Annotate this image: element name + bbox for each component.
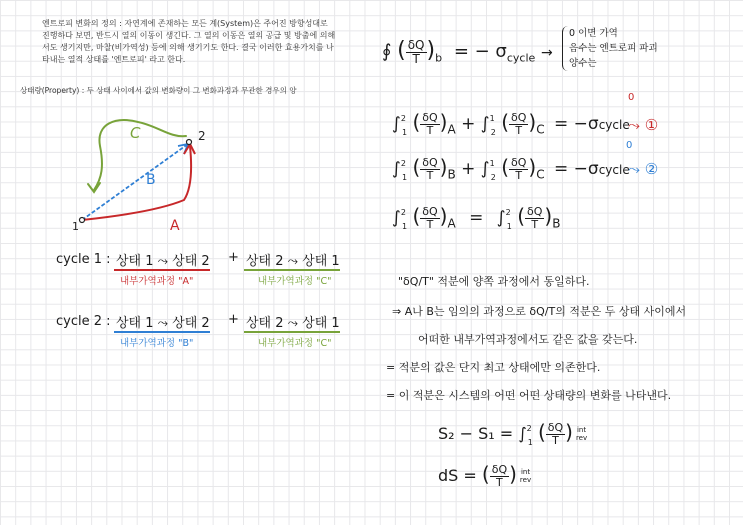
note-4: = 적분의 값은 단지 최고 상태에만 의존한다. [386, 361, 601, 374]
eq5-fraction [490, 464, 509, 488]
eq1-lim2-bot: 2 [490, 128, 496, 137]
eq4-integral: ∫ [518, 424, 527, 443]
cycle1-sub2: 내부가역과정 "C" [258, 276, 332, 287]
eq1-zero-mark: 0 [628, 92, 635, 103]
eq1-marker-circle-1: ① [644, 116, 659, 134]
eq1-den-1: T [426, 123, 434, 137]
eq0-fraction [406, 39, 427, 65]
eq3-integral-2: ∫ [496, 208, 506, 228]
cycle1-underline-c [244, 269, 340, 271]
eq2-marker [628, 160, 658, 178]
eq0-num: δQ [407, 37, 425, 52]
note-5: = 이 적분은 시스템의 어떤 어떤 상태량의 변화를 나타낸다. [386, 389, 672, 402]
cycle2-part1: 상태 1 ⤳ 상태 2 [116, 316, 210, 331]
eq2-num-2: δQ [511, 155, 527, 169]
eq2-sub-2: C [536, 167, 545, 182]
eq4-fraction [546, 422, 565, 446]
eq4-num: δQ [547, 421, 564, 435]
entropy-definition [42, 18, 342, 66]
eq1-num-1: δQ [422, 110, 438, 124]
definition-line-3: 서도 생기지만, 마찰(비가역성) 등에 의해 생기기도 한다. 결국 이러한 효용가치를 나 [42, 43, 334, 52]
eq0-integral-sign: ∮ [382, 41, 392, 62]
eq1-wave-icon: ⤳ [628, 116, 641, 134]
eq2-sub-1: B [447, 167, 456, 182]
eq2-num-1: δQ [422, 155, 438, 169]
cycle2-sub1: 내부가역과정 "B" [120, 338, 194, 349]
eq1-lim2-top: 1 [489, 114, 495, 123]
state-point-1 [80, 218, 85, 223]
eq1-sub-1: A [447, 122, 456, 137]
eq1: ∫$^2_1$ ( $\frac{\delta Q}{T}$ )$_A + \int^1_2$ ( $\frac{\delta Q}{T}$ )$_C$ = −σcycle [392, 110, 630, 137]
eq1-lim1-bot: 1 [401, 128, 408, 137]
cycle1-sub1: 내부가역과정 "A" [120, 276, 194, 287]
eq5-den: T [496, 476, 503, 489]
eq3-equals: = [469, 208, 484, 228]
cycle2-plus: + [228, 312, 239, 327]
state-point-2 [187, 140, 192, 145]
eq3-fraction-1 [420, 206, 439, 230]
definition-line-2: 진행하다 보면, 반드시 열의 이동이 생긴다. 그 열의 이동은 열의 공급 및 방출에 의해 [42, 31, 336, 40]
eq5-sup-sub [518, 469, 533, 484]
eq1-plus: + [461, 114, 476, 134]
eq5-sup: int [520, 468, 531, 477]
eq3: ∫$^2_1$ ( $\frac{\delta Q}{T}$ )$_A = \int^2_1$ ( $\frac{\delta Q}{T}$ )$_B$ [392, 204, 561, 231]
eq1-lim1-top: 2 [400, 114, 406, 123]
process-diagram [60, 108, 230, 238]
eq3-lim2-top: 2 [505, 208, 511, 217]
eq3-den-1: T [426, 217, 434, 231]
eq2-marker-circle-2: ② [644, 160, 659, 178]
eq2-fraction-2 [509, 157, 528, 181]
eq2-lim1-top: 2 [400, 159, 406, 168]
eq3-fraction-2 [525, 206, 544, 230]
eq2-lim2-bot: 2 [490, 173, 496, 182]
eq2-rhs-sub: cycle [598, 163, 630, 177]
eq2-plus: + [461, 159, 476, 179]
eq2-integral-2: ∫ [480, 159, 490, 179]
cycle1-plus: + [228, 250, 239, 265]
eq3-integral-1: ∫ [392, 208, 401, 228]
eq0-note-2: 음수는 엔트로피 파괴 [569, 43, 658, 54]
eq4-sup-sub [574, 427, 589, 442]
eq1-sub-2: C [536, 122, 545, 137]
cycle1-part1: 상태 1 ⤳ 상태 2 [116, 254, 210, 269]
eq2-wave-icon: ⤳ [628, 160, 641, 178]
eq3-num-1: δQ [422, 204, 438, 218]
eq1-rhs-sub: cycle [598, 118, 630, 132]
eq1-fraction-2 [509, 112, 528, 136]
cycle2-sub2: 내부가역과정 "C" [258, 338, 332, 349]
eq4-lim-top: 2 [526, 424, 532, 433]
eq3-lim1-top: 2 [400, 208, 406, 217]
eq2: ∫$^2_1$ ( $\frac{\delta Q}{T}$ )$_B + \int^1_2$ ( $\frac{\delta Q}{T}$ )$_C$ = −σcycle [392, 155, 630, 182]
eq2-zero-mark: 0 [626, 140, 633, 151]
definition-line-1: 엔트로피 변화의 정의 : 자연계에 존재하는 모든 계(System)은 주어진 방향성대로 [42, 19, 328, 28]
cycle2-underline-c [244, 331, 340, 333]
eq2-den-1: T [426, 168, 434, 182]
eq3-lim2-bot: 1 [506, 222, 512, 231]
eq4: S₂ − S₁ = ∫$^2_1$ ( $\frac{\delta Q}{T}$ ) int rev [438, 420, 588, 447]
note-2: ⇒ A나 B는 임의의 과정으로 δQ/T의 적분은 두 상태 사이에서 [392, 305, 687, 318]
eq4-sup: int [576, 426, 587, 435]
eq5-sub: rev [519, 475, 532, 484]
eq0-conditions [562, 26, 658, 71]
eq0-arrow-icon: → [541, 45, 553, 61]
eq3-sub-1: A [447, 216, 456, 231]
eq1-integral-2: ∫ [480, 114, 490, 134]
eq2-rhs: = −σ [554, 159, 599, 179]
point-label-2: 2 [198, 129, 206, 143]
property-note: 상태량(Property) : 두 상태 사이에서 값의 변화량이 그 변화과정과 무관한 경우의 양 [20, 86, 297, 95]
path-c-arrowhead [88, 183, 100, 192]
eq1-integral-1: ∫ [392, 114, 401, 134]
point-label-1: 1 [72, 220, 79, 233]
eq0-rhs: = − σ [453, 41, 507, 62]
eq2-integral-1: ∫ [392, 159, 401, 179]
eq0-rhs-sub: cycle [506, 51, 536, 65]
eq3-sub-2: B [552, 216, 561, 231]
eq3-num-2: δQ [527, 204, 543, 218]
eq0-note-3: 양수는 [569, 58, 597, 69]
eq1-den-2: T [515, 123, 523, 137]
eq1-fraction-1 [420, 112, 439, 136]
eq1-marker [628, 116, 658, 134]
path-label-b: B [146, 172, 156, 188]
eq4-den: T [552, 434, 559, 447]
cycle2-underline-b [114, 331, 210, 333]
eq2-lim1-bot: 1 [401, 173, 408, 182]
eq4-lhs: S₂ − S₁ = [438, 424, 514, 443]
path-label-a: A [170, 218, 180, 234]
cycle2-part2: 상태 2 ⤳ 상태 1 [246, 316, 340, 331]
eq4-sub: rev [575, 433, 588, 442]
cycle1-label: cycle 1 : [56, 252, 111, 267]
eq3-den-2: T [531, 217, 539, 231]
eq0-sub: b [435, 51, 443, 65]
note-1: "δQ/T" 적분에 양쪽 과정에서 동일하다. [398, 275, 590, 288]
eq1-rhs: = −σ [554, 114, 599, 134]
cycle2-label: cycle 2 : [56, 314, 111, 329]
eq4-lim-bot: 1 [527, 438, 533, 447]
eq2-den-2: T [515, 168, 523, 182]
eq5-lhs: dS = [438, 466, 477, 485]
eq3-lim1-bot: 1 [401, 222, 408, 231]
path-label-c: C [130, 124, 141, 142]
eq5-num: δQ [491, 463, 508, 477]
note-3: 어떠한 내부가역과정에서도 같은 값을 갖는다. [418, 333, 638, 346]
eq0-cyclic-integral: ∮ ( $\frac{\delta Q}{T}$ )$_b$ = − $\sigma_{cycle}$ → [382, 37, 553, 66]
eq2-fraction-1 [420, 157, 439, 181]
eq2-lim2-top: 1 [489, 159, 495, 168]
definition-line-4: 타내는 열적 상태를 '엔트로피' 라고 한다. [42, 55, 186, 64]
cycle1-part2: 상태 2 ⤳ 상태 1 [246, 254, 340, 269]
cycle1-underline-a [114, 269, 210, 271]
eq0-den: T [412, 51, 420, 66]
eq0-note-1: 0 이면 가역 [569, 28, 618, 39]
eq1-num-2: δQ [511, 110, 527, 124]
eq5: dS = ( $\frac{\delta Q}{T}$ ) int rev [438, 462, 532, 489]
